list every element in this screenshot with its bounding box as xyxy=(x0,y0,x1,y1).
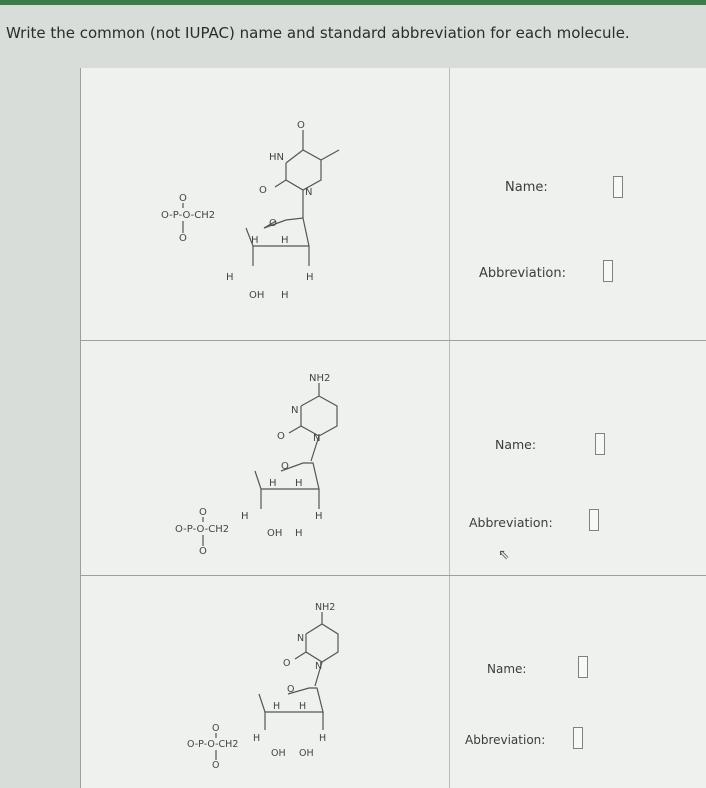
mol3-sugar-h4: H xyxy=(319,733,327,744)
molecule-row-2 xyxy=(81,341,706,576)
mol3-base-nh2: NH2 xyxy=(315,602,336,613)
mol1-sugar-oh: OH xyxy=(249,290,265,301)
abbreviation-input-2[interactable] xyxy=(589,509,599,531)
mol1-phosphate-o-bottom: O xyxy=(179,233,187,244)
mol2-sugar-o: O xyxy=(281,461,289,472)
molecule-structure-1 xyxy=(81,68,449,340)
mol3-base-o: O xyxy=(283,658,291,669)
abbreviation-label-2: Abbreviation: xyxy=(469,515,553,530)
abbreviation-label-1: Abbreviation: xyxy=(479,266,567,281)
mouse-pointer-icon: ⇖ xyxy=(498,547,510,563)
mol1-base-o2: O xyxy=(297,120,305,131)
name-label-1: Name: xyxy=(505,180,548,195)
mol3-phosphate-chain: O-P-O-CH2 xyxy=(187,739,239,750)
question-instructions: Write the common (not IUPAC) name and standard abbreviation for each molecule. xyxy=(6,24,630,42)
mol3-sugar-o: O xyxy=(287,684,295,695)
mol1-sugar-h3: H xyxy=(226,272,234,283)
mol3-sugar-h1: H xyxy=(273,701,281,712)
molecule-structure-3 xyxy=(81,576,449,788)
mol1-phosphate-o-top: O xyxy=(179,193,187,204)
name-label-2: Name: xyxy=(495,437,537,452)
mol2-phosphate-o-top: O xyxy=(199,507,207,518)
name-input-3[interactable] xyxy=(578,656,588,678)
mol2-sugar-h2: H xyxy=(295,478,303,489)
top-accent-bar xyxy=(0,0,706,5)
mol3-sugar-oh2: OH xyxy=(299,748,314,759)
mol3-phosphate-o-top: O xyxy=(212,723,220,734)
mol1-sugar-h4: H xyxy=(306,272,314,283)
mol1-sugar-h1: H xyxy=(251,235,259,246)
abbreviation-label-3: Abbreviation: xyxy=(465,733,546,747)
mol3-sugar-oh1: OH xyxy=(271,748,286,759)
mol1-base-o1: O xyxy=(259,185,267,196)
mol2-base-n1: N xyxy=(291,405,299,416)
name-input-1[interactable] xyxy=(613,176,623,198)
mol2-sugar-h3: H xyxy=(241,511,249,522)
mol2-base-n2: N xyxy=(313,433,321,444)
mol3-sugar-h2: H xyxy=(299,701,307,712)
mol1-sugar-h5: H xyxy=(281,290,289,301)
mol3-base-n2: N xyxy=(315,661,323,672)
mol3-base-n1: N xyxy=(297,633,305,644)
mol2-base-nh2: NH2 xyxy=(309,373,331,384)
mol1-phosphate-chain: O-P-O-CH2 xyxy=(161,210,216,221)
mol2-sugar-oh: OH xyxy=(267,528,283,539)
mol2-sugar-h5: H xyxy=(295,528,303,539)
molecule-row-1 xyxy=(81,68,706,341)
mol3-phosphate-o-bottom: O xyxy=(212,760,220,771)
molecule-row-3 xyxy=(81,576,706,788)
mol1-sugar-h2: H xyxy=(281,235,289,246)
mol1-base-n: N xyxy=(305,187,313,198)
question-table xyxy=(80,68,706,788)
name-label-3: Name: xyxy=(487,662,527,676)
mol3-sugar-h3: H xyxy=(253,733,261,744)
abbreviation-input-1[interactable] xyxy=(603,260,613,282)
name-input-2[interactable] xyxy=(595,433,605,455)
mol1-sugar-o: O xyxy=(269,218,277,229)
mol2-sugar-h4: H xyxy=(315,511,323,522)
mol2-phosphate-o-bottom: O xyxy=(199,546,207,557)
mol2-sugar-h1: H xyxy=(269,478,277,489)
mol2-base-o: O xyxy=(277,431,285,442)
mol2-phosphate-chain: O-P-O-CH2 xyxy=(175,524,230,535)
molecule-structure-2 xyxy=(81,341,449,575)
abbreviation-input-3[interactable] xyxy=(573,727,583,749)
mol1-base-nh: HN xyxy=(269,152,284,163)
